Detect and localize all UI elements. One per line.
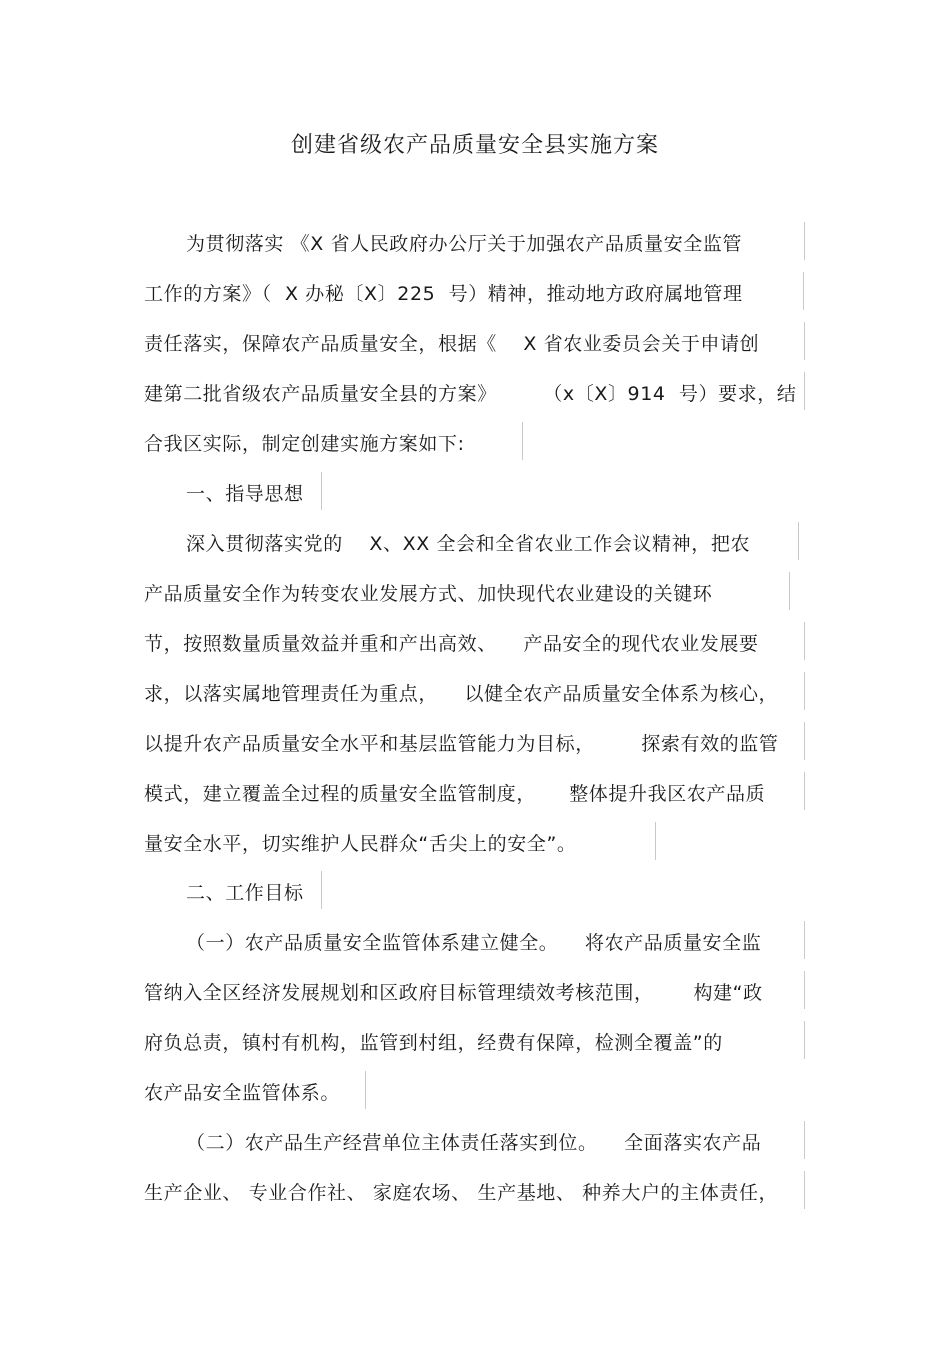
scan-artifact-rule bbox=[803, 272, 804, 310]
paragraph-line: （二）农产品生产经营单位主体责任落实到位。 全面落实农产品 bbox=[186, 1132, 762, 1154]
section-heading: 一、指导思想 bbox=[186, 483, 304, 505]
scan-artifact-rule bbox=[804, 971, 805, 1009]
paragraph-line: 合我区实际，制定创建实施方案如下: bbox=[144, 433, 465, 455]
paragraph-line: 节，按照数量质量效益并重和产出高效、 产品安全的现代农业发展要 bbox=[144, 633, 759, 655]
scan-artifact-rule bbox=[365, 1071, 366, 1109]
paragraph-line: 管纳入全区经济发展规划和区政府目标管理绩效考核范围， 构建“政 bbox=[144, 982, 763, 1004]
paragraph-line: 府负总责，镇村有机构，监管到村组，经费有保障，检测全覆盖”的 bbox=[144, 1032, 723, 1054]
scan-artifact-rule bbox=[804, 372, 805, 410]
paragraph-line: 农产品安全监管体系。 bbox=[144, 1082, 341, 1104]
scan-artifact-rule bbox=[804, 772, 805, 810]
scan-artifact-rule bbox=[789, 572, 790, 610]
scan-artifact-rule bbox=[804, 921, 805, 959]
document-title: 创建省级农产品质量安全县实施方案 bbox=[290, 133, 659, 158]
scan-artifact-rule bbox=[804, 722, 805, 760]
paragraph-line: 建第二批省级农产品质量安全县的方案》 （x〔X〕914 号）要求，结 bbox=[144, 383, 797, 405]
scan-artifact-rule bbox=[804, 672, 805, 710]
section-heading: 二、工作目标 bbox=[186, 882, 304, 904]
scan-artifact-rule bbox=[804, 1021, 805, 1059]
scan-artifact-rule bbox=[321, 871, 322, 909]
paragraph-line: （一）农产品质量安全监管体系建立健全。 将农产品质量安全监 bbox=[186, 932, 762, 954]
paragraph-line: 生产企业、 专业合作社、 家庭农场、 生产基地、 种养大户的主体责任， bbox=[144, 1182, 779, 1204]
scan-artifact-rule bbox=[804, 222, 805, 260]
scan-artifact-rule bbox=[655, 822, 656, 860]
paragraph-line: 深入贯彻落实党的 X、XX 全会和全省农业工作会议精神，把农 bbox=[186, 533, 751, 555]
paragraph-line: 模式，建立覆盖全过程的质量安全监管制度， 整体提升我区农产品质 bbox=[144, 783, 766, 805]
paragraph-line: 量安全水平，切实维护人民群众“舌尖上的安全”。 bbox=[144, 833, 577, 855]
paragraph-line: 责任落实，保障农产品质量安全，根据《 X 省农业委员会关于申请创 bbox=[144, 333, 760, 355]
scan-artifact-rule bbox=[804, 1171, 805, 1209]
scan-artifact-rule bbox=[804, 322, 805, 360]
paragraph-line: 产品质量安全作为转变农业发展方式、加快现代农业建设的关键环 bbox=[144, 583, 713, 605]
scan-artifact-rule bbox=[804, 1121, 805, 1159]
scan-artifact-rule bbox=[321, 472, 322, 510]
scan-artifact-rule bbox=[804, 622, 805, 660]
paragraph-line: 为贯彻落实 《X 省人民政府办公厅关于加强农产品质量安全监管 bbox=[186, 233, 743, 255]
paragraph-line: 工作的方案》（ X 办秘〔X〕225 号）精神，推动地方政府属地管理 bbox=[144, 283, 743, 305]
scan-artifact-rule bbox=[798, 522, 799, 560]
paragraph-line: 求，以落实属地管理责任为重点， 以健全农产品质量安全体系为核心， bbox=[144, 683, 779, 705]
scan-artifact-rule bbox=[522, 422, 523, 460]
paragraph-line: 以提升农产品质量安全水平和基层监管能力为目标， 探索有效的监管 bbox=[144, 733, 779, 755]
